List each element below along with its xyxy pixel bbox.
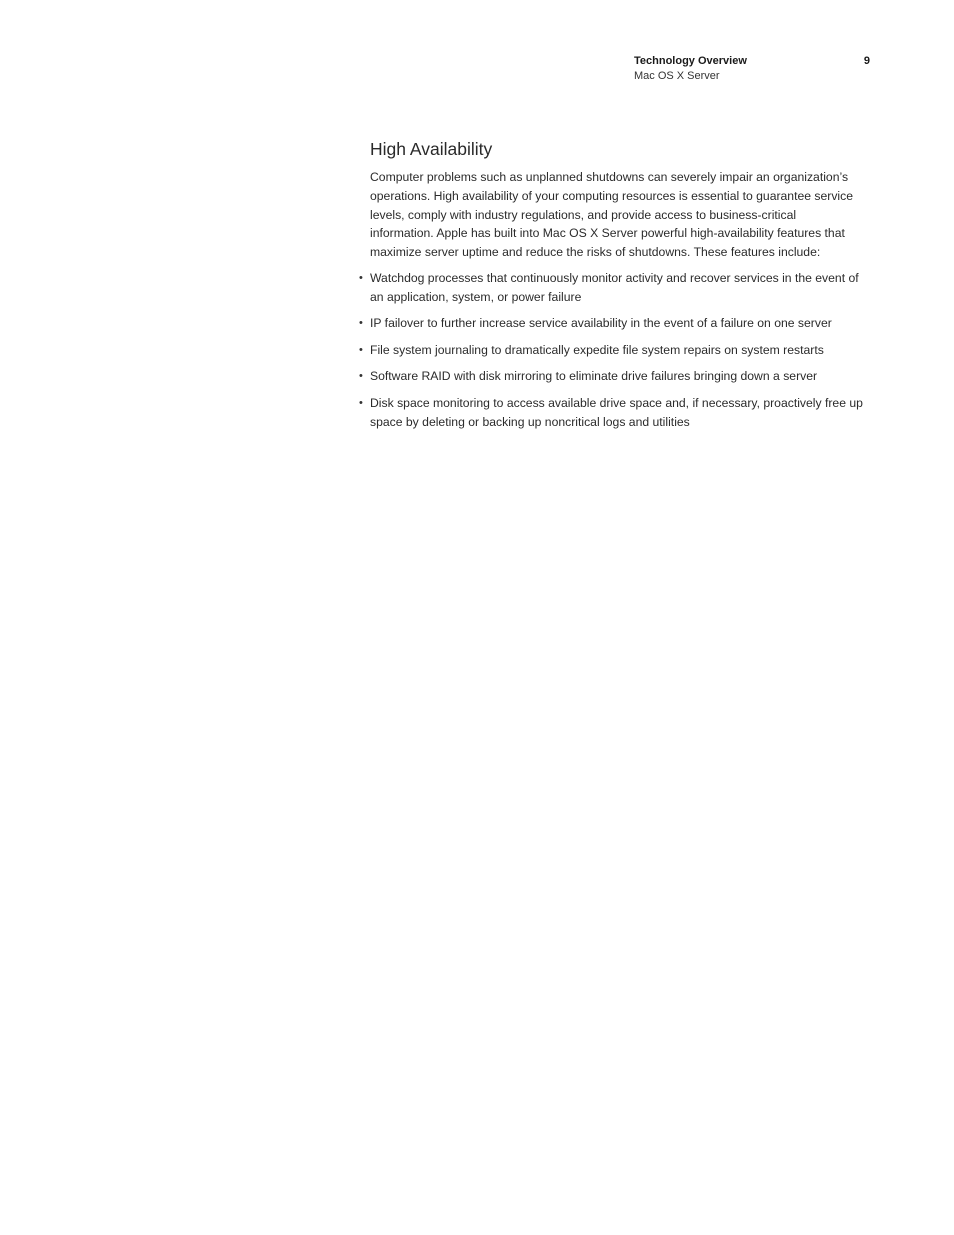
bullet-icon: • (359, 271, 363, 284)
list-item (359, 367, 875, 386)
list-item-text: Software RAID with disk mirroring to eliminate drive failures bringing down a server (370, 369, 818, 384)
running-header-subtitle: Mac OS X Server (634, 70, 720, 82)
bullet-icon: • (359, 370, 363, 383)
list-item-text: File system journaling to dramatically expedite file system repairs on system restarts (370, 342, 824, 357)
list-item (359, 269, 875, 307)
section-heading: High Availability (370, 139, 493, 159)
list-item-text: IP failover to further increase service availability in the event of a failure on one server (370, 316, 832, 331)
list-item-text: Watchdog processes that continuously monitor activity and recover services in the event of an application, system, or power failure (370, 270, 859, 304)
feature-list (359, 269, 875, 431)
list-item-text: Disk space monitoring to access available drive space and, if necessary, proactively free up space by deleting or backing up noncritical logs and utilities (370, 395, 863, 429)
bullet-icon: • (359, 343, 363, 356)
page-number: 9 (863, 55, 870, 67)
intro-paragraph: Computer problems such as unplanned shutdowns can severely impair an organization’s operations. High availability of your computing resources is essential to guarantee service levels, comply with industry regulations, and provide access to business-critical information. Apple has built into Mac OS X Server powerful high-availability features that maximize server uptime and reduce the risks of shutdowns. These features include: (370, 170, 854, 260)
list-item (359, 314, 875, 333)
list-item (359, 341, 875, 360)
running-header-title: Technology Overview (634, 55, 747, 67)
bullet-icon: • (359, 396, 363, 409)
main-content (359, 137, 875, 439)
bullet-icon: • (359, 317, 363, 330)
list-item (359, 394, 875, 432)
